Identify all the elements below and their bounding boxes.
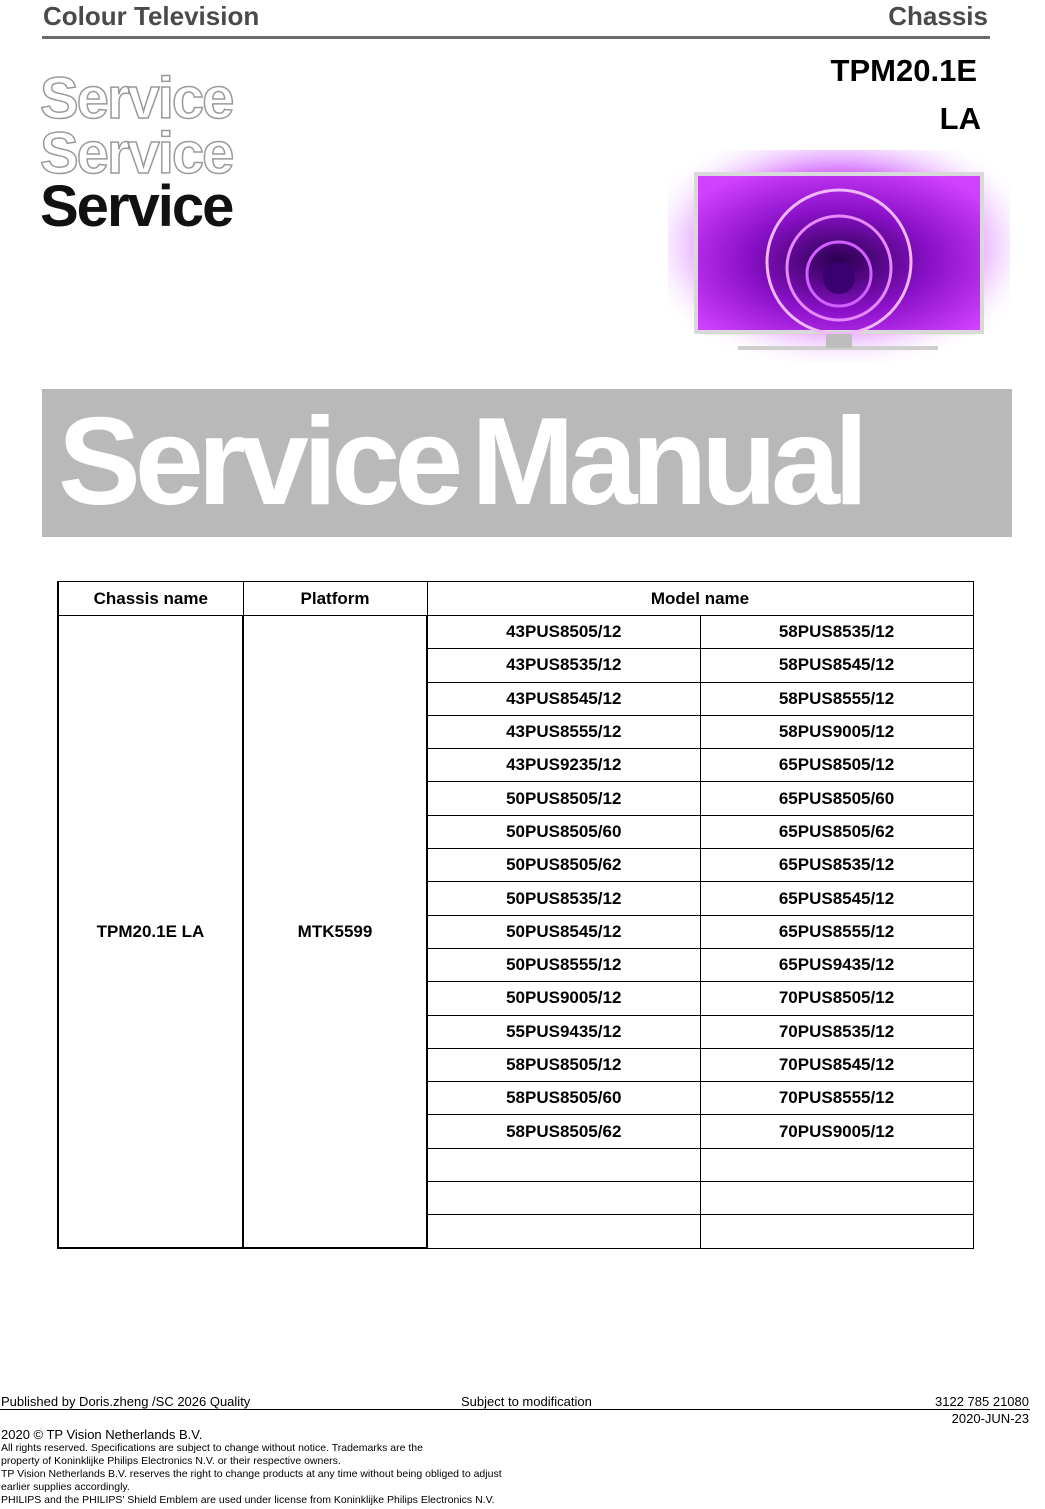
model-name-cell: 50PUS8555/12 (427, 948, 700, 981)
model-name-cell (700, 1182, 973, 1215)
model-table-body (58, 616, 973, 1249)
doc-category: Colour Television (43, 1, 260, 31)
footer-legal (1, 1442, 561, 1507)
service-logo-line-3: Service (40, 174, 233, 239)
tv-illustration (668, 150, 1010, 362)
model-name-cell: 70PUS8545/12 (700, 1048, 973, 1081)
service-logo-line-1: Service (40, 66, 233, 131)
banner-title (58, 392, 862, 532)
chassis-name-cell: TPM20.1E LA (58, 616, 243, 1249)
model-name-cell: 70PUS8535/12 (700, 1015, 973, 1048)
tv-image (668, 150, 1010, 362)
model-name-cell (700, 1215, 973, 1248)
model-name-cell (427, 1148, 700, 1181)
chassis-code: TPM20.1E (830, 53, 977, 88)
model-name-cell: 50PUS8545/12 (427, 915, 700, 948)
model-name-cell: 50PUS8505/60 (427, 815, 700, 848)
footer-divider (0, 1409, 1030, 1410)
model-name-cell: 55PUS9435/12 (427, 1015, 700, 1048)
service-logo-line-2: Service (40, 121, 233, 186)
model-name-cell: 65PUS8555/12 (700, 915, 973, 948)
model-name-cell: 50PUS8535/12 (427, 882, 700, 915)
model-name-cell: 65PUS9435/12 (700, 948, 973, 981)
model-name-cell: 50PUS8505/62 (427, 849, 700, 882)
doc-type-label: Chassis (888, 1, 988, 31)
footer-doc-number: 3122 785 21080 (935, 1394, 1029, 1409)
model-name-cell (427, 1182, 700, 1215)
model-name-cell: 70PUS8555/12 (700, 1082, 973, 1115)
model-name-cell: 65PUS8505/60 (700, 782, 973, 815)
legal-line: TP Vision Netherlands B.V. reserves the right to change products at any time without being obliged to adjust (1, 1468, 502, 1480)
model-name-cell: 43PUS8535/12 (427, 649, 700, 682)
footer-subject: Subject to modification (461, 1394, 592, 1409)
model-name-cell (700, 1148, 973, 1181)
col-header-platform: Platform (243, 582, 427, 616)
model-name-cell (427, 1215, 700, 1248)
col-header-chassis: Chassis name (58, 582, 243, 616)
footer-copyright: 2020 © TP Vision Netherlands B.V. (1, 1427, 203, 1442)
platform-cell: MTK5599 (243, 616, 427, 1249)
legal-line: PHILIPS and the PHILIPS’ Shield Emblem are used under license from Koninklijke Philips Electronics N.V. (1, 1494, 495, 1506)
model-name-cell: 65PUS8505/62 (700, 815, 973, 848)
model-name-cell: 58PUS8555/12 (700, 682, 973, 715)
model-name-cell: 58PUS8505/12 (427, 1048, 700, 1081)
banner-title-part-2: Manual (471, 393, 863, 531)
legal-line: earlier supplies accordingly. (1, 1481, 130, 1493)
model-name-cell: 50PUS9005/12 (427, 982, 700, 1015)
model-name-cell: 58PUS8505/60 (427, 1082, 700, 1115)
model-name-cell: 43PUS8545/12 (427, 682, 700, 715)
model-name-cell: 58PUS8535/12 (700, 616, 973, 649)
table-row (58, 616, 973, 649)
model-name-cell: 58PUS8505/62 (427, 1115, 700, 1148)
model-name-cell: 58PUS9005/12 (700, 715, 973, 748)
model-name-cell: 43PUS8505/12 (427, 616, 700, 649)
model-name-cell: 65PUS8535/12 (700, 849, 973, 882)
model-name-cell: 70PUS9005/12 (700, 1115, 973, 1148)
legal-line: property of Koninklijke Philips Electronics N.V. or their respective owners. (1, 1455, 341, 1467)
footer-date: 2020-JUN-23 (951, 1411, 1029, 1426)
model-name-cell: 58PUS8545/12 (700, 649, 973, 682)
model-name-cell: 43PUS8555/12 (427, 715, 700, 748)
model-name-cell: 43PUS9235/12 (427, 749, 700, 782)
legal-line: All rights reserved. Specifications are subject to change without notice. Trademarks are the (1, 1442, 423, 1454)
model-table (57, 581, 974, 1249)
banner-title-part-1: Service (58, 393, 458, 531)
model-name-cell: 50PUS8505/12 (427, 782, 700, 815)
model-name-cell: 70PUS8505/12 (700, 982, 973, 1015)
model-name-cell: 65PUS8505/12 (700, 749, 973, 782)
header-divider (42, 36, 990, 39)
chassis-suffix: LA (939, 101, 981, 136)
model-name-cell: 65PUS8545/12 (700, 882, 973, 915)
footer-published-by: Published by Doris.zheng /SC 2026 Quality (1, 1394, 251, 1409)
col-header-model: Model name (427, 582, 973, 616)
